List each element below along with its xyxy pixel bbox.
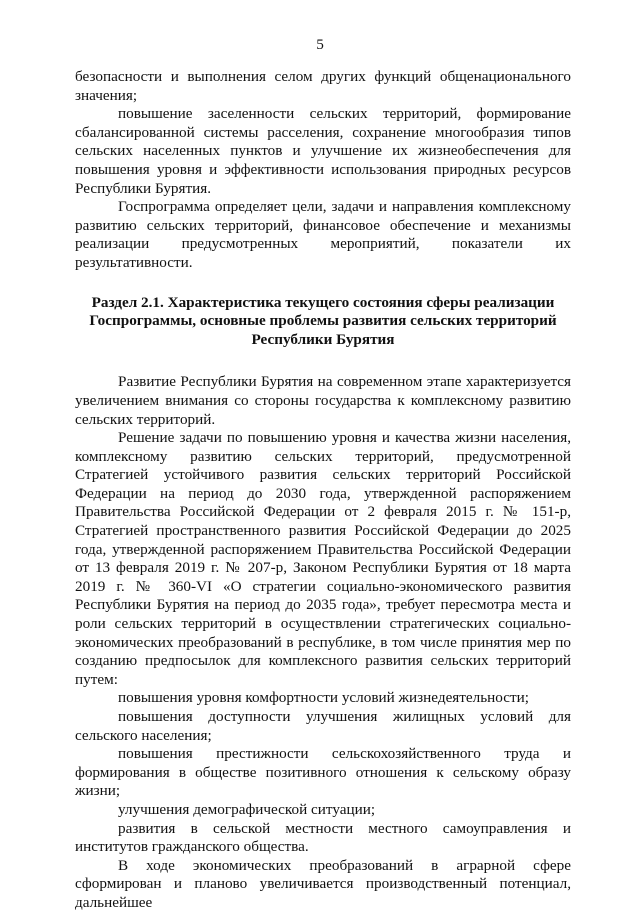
paragraph: Развитие Республики Бурятия на современном этапе характеризуется увеличением внимания со стороны государства к комплексному развитию сельских территорий. — [75, 373, 571, 428]
paragraph: В ходе экономических преобразований в аграрной сфере сформирован и планово увеличивается производственный потенциал, дальнейшее — [75, 856, 571, 911]
list-item: повышения уровня комфортности условий жизнедеятельности; — [118, 689, 530, 707]
page-number: 5 — [316, 36, 324, 53]
paragraph-continuation: безопасности и выполнения селом других функций общенационального значения; — [75, 68, 571, 104]
section-heading: Раздел 2.1. Характеристика текущего состояния сферы реализации Госпрограммы, основные проблемы развития сельских территорий Республики Бурятия — [89, 293, 557, 348]
list-item: развития в сельской местности местного самоуправления и институтов гражданского общества. — [75, 819, 571, 856]
list-item: повышения престижности сельскохозяйственного труда и формирования в обществе позитивного отношения к сельскому образу жизни; — [75, 745, 571, 800]
list-item: улучшения демографической ситуации; — [118, 800, 376, 818]
document-body — [75, 68, 571, 913]
paragraph: повышение заселенности сельских территорий, формирование сбалансированной системы расселения, сохранение многообразия типов сельских населенных пунктов и улучшение их жизнеобеспечения для повышения уровня и эффективности использования природных ресурсов Республики Бурятия. — [75, 105, 571, 197]
paragraph: Решение задачи по повышению уровня и качества жизни населения, комплексному развитию сельских территорий, предусмотренной Стратегией устойчивого развития сельских территорий Российской Федерации на период до 2030 года, утвержденной распоряжением Правительства Российской Федерации от 2 февраля 2015 г. № 151-р, Стратегией пространственного развития Российской Федерации до 2025 года, утвержденной распоряжением Правительства Российской Федерации от 13 февраля 2019 г. № 207-р, Законом Республики Бурятия от 18 марта 2019 г. № 360-VI «О стратегии социально-экономического развития Республики Бурятия на период до 2035 года», требует пересмотра места и роли сельских территорий в осуществлении стратегических социально-экономических преобразований в республике, в том числе принятия мер по созданию предпосылок для комплексного развития сельских территорий путем: — [75, 429, 571, 688]
list-item: повышения доступности улучшения жилищных условий для сельского населения; — [75, 708, 571, 744]
paragraph: Госпрограмма определяет цели, задачи и направления комплексному развитию сельских территорий, финансовое обеспечение и механизмы реализации предусмотренных мероприятий, показатели их результативности. — [75, 198, 571, 271]
